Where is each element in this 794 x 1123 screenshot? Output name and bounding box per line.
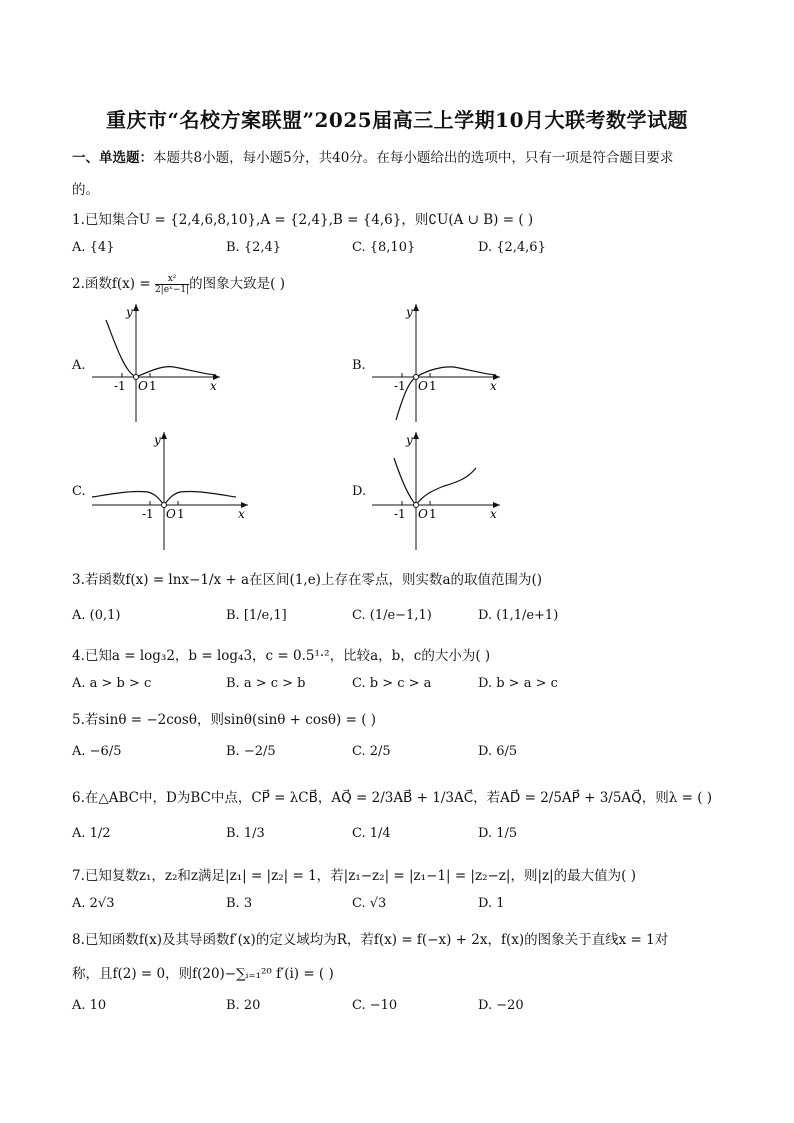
graph-d-label: D. — [352, 484, 367, 499]
section-instructions — [72, 146, 673, 166]
graph-a-x-label: x — [210, 379, 217, 393]
question-4-option-a: A. a > b > c — [72, 676, 152, 691]
graph-b-y-label: y — [406, 305, 413, 319]
graph-a — [92, 300, 332, 425]
question-4-option-c: C. b > c > a — [352, 676, 432, 691]
question-8-option-a: A. 10 — [72, 998, 107, 1013]
page-title: 重庆市“名校方案联盟”2025届高三上学期10月大联考数学试题 — [105, 108, 688, 132]
graph-c-origin: O — [166, 507, 176, 521]
question-8-stem-line-1: 8.已知函数f(x)及其导函数f′(x)的定义域均为R，若f(x) = f(−x) + 2x，f(x)的图象关于直线x = 1对 — [72, 932, 669, 948]
question-7-option-a: A. 2√3 — [72, 896, 115, 911]
question-6-option-d: D. 1/5 — [478, 826, 518, 841]
question-3-option-c: C. (1/e−1,1) — [352, 608, 432, 623]
graph-c-label: C. — [72, 484, 86, 499]
question-8-option-d: D. −20 — [478, 998, 524, 1013]
graph-d-neg-one: -1 — [394, 507, 406, 521]
graph-a-y-label: y — [126, 305, 133, 319]
graph-c — [92, 428, 332, 553]
graph-b-neg-one: -1 — [394, 379, 406, 393]
graph-c-one: 1 — [177, 507, 185, 521]
question-6-stem: 6.在△ABC中，D为BC中点，CP⃗ = λCB⃗，AQ⃗ = 2/3AB⃗ + 1/3AC⃗，若AD⃗ = 2/5AP⃗ + 3/5AQ⃗，则λ = ( ) — [72, 790, 713, 806]
question-3-option-b: B. [1/e,1] — [226, 608, 287, 623]
question-1-option-a: A. {4} — [72, 240, 115, 255]
question-6-option-c: C. 1/4 — [352, 826, 391, 841]
question-7-option-c: C. √3 — [352, 896, 387, 911]
graph-d-x-label: x — [490, 507, 497, 521]
graph-d-y-label: y — [406, 433, 413, 447]
question-5-stem: 5.若sinθ = −2cosθ，则sinθ(sinθ + cosθ) = ( ) — [72, 712, 377, 728]
question-3-stem: 3.若函数f(x) = lnx−1/x + a在区间(1,e)上存在零点，则实数a的取值范围为() — [72, 572, 543, 588]
question-1-option-c: C. {8,10} — [352, 240, 416, 255]
graph-b-origin: O — [418, 379, 428, 393]
graph-b-x-label: x — [490, 379, 497, 393]
section-desc-2: 的。 — [72, 182, 99, 198]
graph-c-neg-one: -1 — [142, 507, 154, 521]
question-5-option-d: D. 6/5 — [478, 744, 518, 759]
graph-d-origin: O — [418, 507, 428, 521]
question-3-option-d: D. (1,1/e+1) — [478, 608, 559, 623]
graph-d — [372, 428, 612, 553]
question-1-stem: 1.已知集合U = {2,4,6,8,10},A = {2,4},B = {4,6}，则∁U(A ∪ B) = ( ) — [72, 212, 534, 228]
question-7-option-d: D. 1 — [478, 896, 505, 911]
graph-a-neg-one: -1 — [114, 379, 126, 393]
question-1-option-d: D. {2,4,6} — [478, 240, 546, 255]
graph-a-label: A. — [72, 358, 86, 373]
question-4-stem: 4.已知a = log₃2，b = log₄3，c = 0.5¹·²，比较a，b，c的大小为( ) — [72, 648, 491, 664]
graph-d-one: 1 — [429, 507, 437, 521]
question-5-option-b: B. −2/5 — [226, 744, 276, 759]
graph-c-y-label: y — [154, 433, 161, 447]
graph-b — [372, 300, 612, 425]
section-heading: 一、单选题： — [72, 150, 153, 166]
question-3-option-a: A. (0,1) — [72, 608, 121, 623]
question-8-option-b: B. 20 — [226, 998, 261, 1013]
question-5-option-a: A. −6/5 — [72, 744, 122, 759]
question-6-option-b: B. 1/3 — [226, 826, 265, 841]
question-8-stem-line-2: 称，且f(2) = 0，则f(20)−∑ᵢ₌₁²⁰ f′(i) = ( ) — [72, 966, 334, 982]
graph-c-x-label: x — [238, 507, 245, 521]
question-7-stem: 7.已知复数z₁，z₂和z满足|z₁| = |z₂| = 1，若|z₁−z₂| = |z₁−1| = |z₂−z|，则|z|的最大值为( ) — [72, 868, 637, 884]
question-5-option-c: C. 2/5 — [352, 744, 391, 759]
graph-b-label: B. — [352, 358, 366, 373]
question-4-option-b: B. a > c > b — [226, 676, 306, 691]
question-2-fraction: $\frac{\text{x²}}{\text{2|eˣ−1|}}$ — [154, 274, 190, 295]
question-8-option-c: C. −10 — [352, 998, 398, 1013]
question-6-option-a: A. 1/2 — [72, 826, 111, 841]
question-4-option-d: D. b > a > c — [478, 676, 558, 691]
question-7-option-b: B. 3 — [226, 896, 253, 911]
graph-a-origin: O — [138, 379, 148, 393]
question-1-option-b: B. {2,4} — [226, 240, 282, 255]
graph-b-one: 1 — [429, 379, 437, 393]
graph-a-one: 1 — [149, 379, 157, 393]
question-2-stem: 2.函数f(x) = $\frac{\text{x²}}{\text{2|eˣ−1|}}$ 的图象大致是( ) — [72, 274, 285, 295]
section-desc-1: 本题共8小题，每小题5分，共40分。在每小题给出的选项中，只有一项是符合题目要求 — [153, 150, 674, 166]
